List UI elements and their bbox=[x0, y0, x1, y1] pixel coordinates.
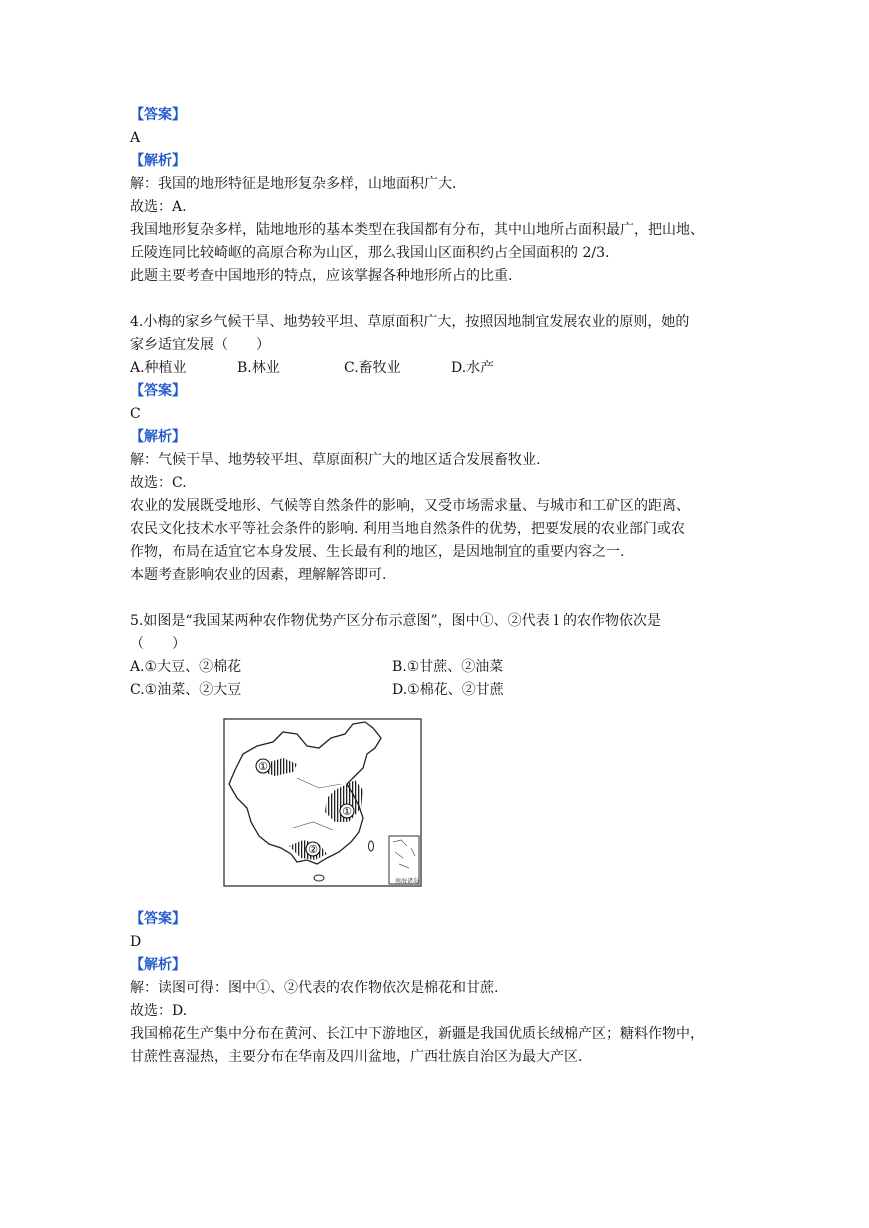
china-map-graphic bbox=[223, 718, 423, 888]
question-options bbox=[130, 656, 750, 679]
answer-tag: 【答案】 bbox=[130, 911, 186, 927]
analysis-line: 故选：D. bbox=[130, 1003, 188, 1019]
question-stem: 家乡适宜发展（ ） bbox=[130, 337, 270, 353]
marker-1-central-text: ① bbox=[342, 805, 352, 818]
analysis-line: 解：读图可得：图中①、②代表的农作物依次是棉花和甘蔗. bbox=[130, 980, 499, 996]
analysis-line: 我国棉花生产集中分布在黄河、长江中下游地区，新疆是我国优质长绒棉产区；糖料作物中， bbox=[130, 1026, 704, 1042]
inset-label: 南海诸岛 bbox=[394, 878, 419, 885]
analysis-line: 农业的发展既受地形、气候等自然条件的影响，又受市场需求量、与城市和工矿区的距离、 bbox=[130, 498, 690, 514]
analysis-tag: 【解析】 bbox=[130, 429, 186, 445]
option-d: D.①棉花、②甘蔗 bbox=[392, 682, 504, 698]
analysis-line: 此题主要考查中国地形的特点，应该掌握各种地形所占的比重. bbox=[130, 268, 513, 284]
marker-1-west-text: ① bbox=[258, 760, 268, 773]
analysis-line: 本题考查影响农业的因素，理解解答即可. bbox=[130, 567, 387, 583]
analysis-line: 我国地形复杂多样，陆地地形的基本类型在我国都有分布，其中山地所占面积最广，把山地、 bbox=[130, 222, 704, 238]
analysis-tag: 【解析】 bbox=[130, 957, 186, 973]
option-a: A.①大豆、②棉花 bbox=[130, 659, 242, 675]
option-c: C.畜牧业 bbox=[344, 360, 401, 376]
question-options bbox=[130, 679, 750, 702]
china-crop-map bbox=[223, 718, 423, 888]
option-d: D.水产 bbox=[451, 360, 495, 376]
answer-tag: 【答案】 bbox=[130, 107, 186, 123]
marker-2-text: ② bbox=[308, 843, 318, 856]
option-b: B.①甘蔗、②油菜 bbox=[392, 659, 504, 675]
option-c: C.①油菜、②大豆 bbox=[130, 682, 242, 698]
answer-value: D bbox=[130, 934, 142, 950]
option-a: A.种植业 bbox=[130, 360, 187, 376]
analysis-line: 故选：C. bbox=[130, 475, 187, 491]
analysis-line: 故选：A. bbox=[130, 199, 187, 215]
analysis-line: 丘陵连同比较崎岖的高原合称为山区，那么我国山区面积约占全国面积的 2/3. bbox=[130, 245, 610, 261]
question-stem: （ ） bbox=[130, 636, 186, 652]
analysis-tag: 【解析】 bbox=[130, 153, 186, 169]
analysis-line: 农民文化技术水平等社会条件的影响. 利用当地自然条件的优势，把要发展的农业部门或农 bbox=[130, 521, 685, 537]
question-stem: 5.如图是“我国某两种农作物优势产区分布示意图”，图中①、②代表 l 的农作物依次是 bbox=[130, 613, 662, 629]
question-stem: 4.小梅的家乡气候干旱、地势较平坦、草原面积广大，按照因地制宜发展农业的原则，她的 bbox=[130, 314, 690, 330]
question-options bbox=[130, 357, 750, 380]
analysis-line: 解：气候干旱、地势较平坦、草原面积广大的地区适合发展畜牧业. bbox=[130, 452, 541, 468]
answer-value: A bbox=[130, 130, 141, 146]
answer-value: C bbox=[130, 406, 141, 422]
analysis-line: 解：我国的地形特征是地形复杂多样，山地面积广大. bbox=[130, 176, 457, 192]
option-b: B.林业 bbox=[237, 360, 280, 376]
analysis-line: 作物，布局在适宜它本身发展、生长最有利的地区，是因地制宜的重要内容之一. bbox=[130, 544, 625, 560]
answer-tag: 【答案】 bbox=[130, 383, 186, 399]
analysis-line: 甘蔗性喜湿热，主要分布在华南及四川盆地，广西壮族自治区为最大产区. bbox=[130, 1049, 583, 1065]
document-page bbox=[130, 104, 750, 1069]
